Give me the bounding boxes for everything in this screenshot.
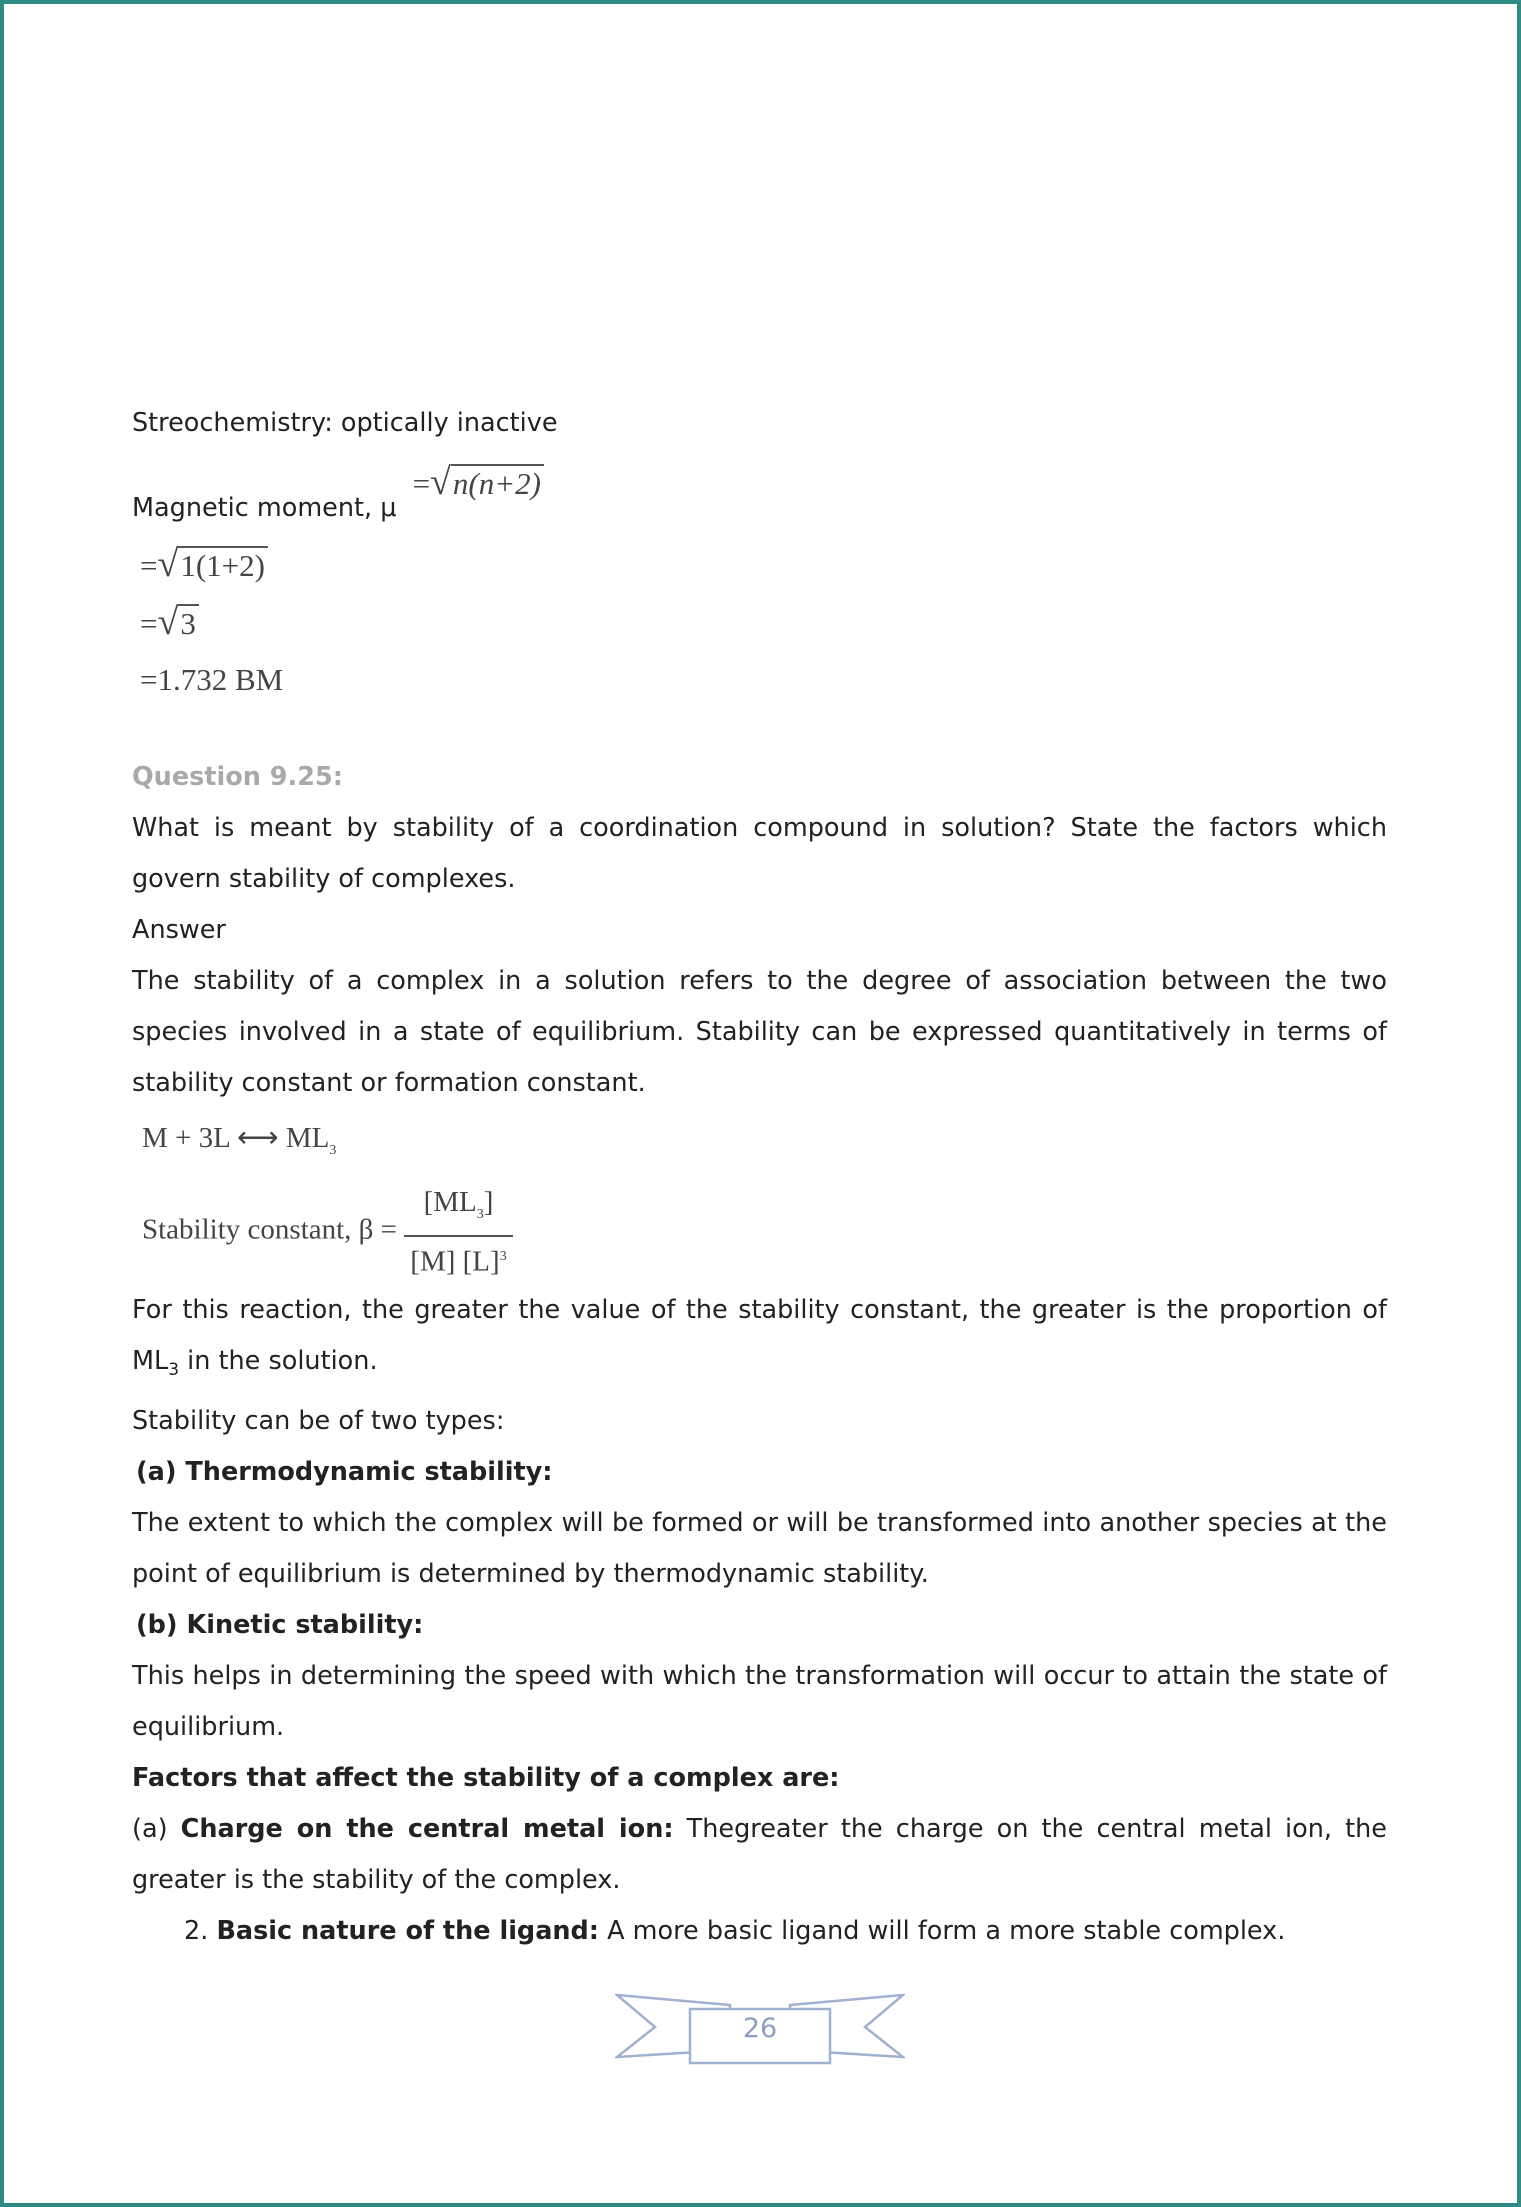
answer-paragraph-2: For this reaction, the greater the value of the stability constant, the greater is the proportion of $ML_3$ in the solution. [132,1295,1387,1381]
factor-2: 2. Basic nature of the ligand: A more basic ligand will form a more stable complex. [184,1916,1286,1947]
answer-paragraph-1: The stability of a complex in a solution refers to the degree of association between the two species involved in a state of equilibrium. Stability can be expressed quantitatively in terms of stability constant or formation constant. [132,966,1387,1098]
step-3: =1.732 BM [140,662,284,697]
question-heading: Question 9.25: [132,762,343,792]
mu-steps [132,536,1387,708]
equilibrium-equation: M + 3L ⟷ $ML_3$ [142,1122,337,1158]
page-content [132,398,1387,1957]
equation-block [132,1109,1387,1281]
factor-1: (a) Charge on the central metal ion: Thegreater the charge on the central metal ion, the greater is the stability of the complex. [132,1814,1387,1896]
page-number-ribbon [615,1985,905,2065]
page-number: 26 [742,2013,778,2044]
thermodynamic-text: The extent to which the complex will be formed or will be transformed into another species at the point of equilibrium is determined by thermodynamic stability. [132,1508,1387,1590]
magnetic-moment-line [132,461,1387,534]
factors-heading: Factors that affect the stability of a complex are: [132,1763,840,1794]
answer-label: Answer [132,915,226,945]
mu-formula: =√n(n+2) [413,466,544,501]
magnetic-moment-label: Magnetic moment, μ [132,493,397,523]
types-intro: Stability can be of two types: [132,1406,505,1437]
thermodynamic-heading: (a) Thermodynamic stability: [136,1457,553,1488]
kinetic-text: This helps in determining the speed with which the transformation will occur to attain the state of equilibrium. [132,1661,1387,1743]
step-2: =√3 [140,594,1387,652]
stereochemistry-line: Streochemistry: optically inactive [132,408,558,438]
kinetic-heading: (b) Kinetic stability: [136,1610,424,1641]
stability-constant-formula: Stability constant, β = $\frac{[ML_3]}{[M] [L]^3}$ [142,1182,1387,1281]
question-text: What is meant by stability of a coordination compound in solution? State the factors which govern stability of complexes. [132,813,1387,894]
step-1: =√1(1+2) [140,536,1387,594]
